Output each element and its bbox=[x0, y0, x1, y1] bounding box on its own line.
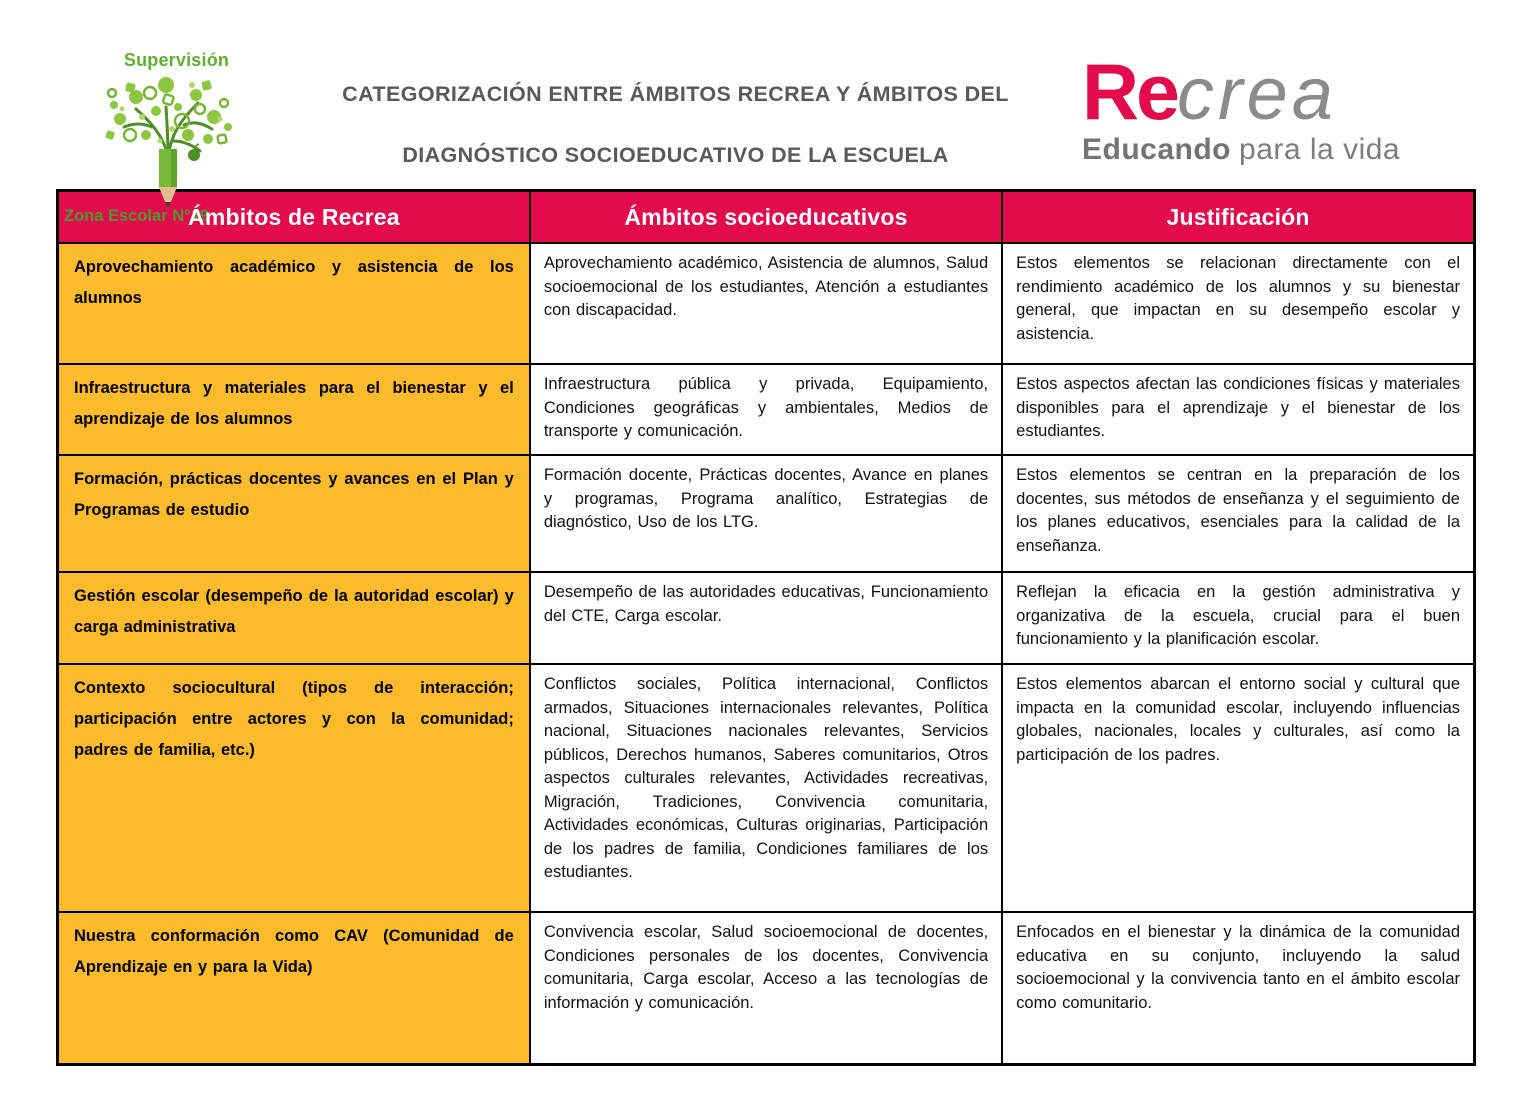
recrea-logo bbox=[1076, 30, 1502, 167]
cell-ambito-recrea: Contexto sociocultural (tipos de interacción; participación entre actores y con la comunidad; padres de familia, etc.) bbox=[58, 664, 530, 912]
cell-justificacion: Estos elementos se relacionan directamente con el rendimiento académico de los alumnos y su bienestar general, que impactan en su desempeño escolar y asistencia. bbox=[1002, 243, 1474, 364]
column-header-justificacion: Justificación bbox=[1002, 191, 1474, 244]
table-row bbox=[58, 664, 1475, 912]
logo-title: Supervisión bbox=[123, 50, 230, 70]
title-line-1: CATEGORIZACIÓN ENTRE ÁMBITOS RECREA Y ÁMBITOS DEL bbox=[342, 82, 1009, 106]
cell-ambitos-socioeducativos: Formación docente, Prácticas docentes, Avance en planes y programas, Programa analítico, Estrategias de diagnóstico, Uso de los LTG. bbox=[530, 455, 1002, 572]
column-header-ambitos-recrea: Ámbitos de Recrea bbox=[58, 191, 530, 244]
table-row bbox=[58, 243, 1475, 364]
zona-escolar-logo bbox=[60, 50, 275, 226]
cell-ambito-recrea: Gestión escolar (desempeño de la autoridad escolar) y carga administrativa bbox=[58, 572, 530, 664]
recrea-tagline-rest: para la vida bbox=[1239, 133, 1401, 166]
table-row bbox=[58, 364, 1475, 455]
cell-justificacion: Estos elementos se centran en la preparación de los docentes, sus métodos de enseñanza y el seguimiento de los planes educativos, esenciales para la calidad de la enseñanza. bbox=[1002, 455, 1474, 572]
recrea-wordmark-crea: crea bbox=[1177, 52, 1337, 135]
cell-justificacion: Estos aspectos afectan las condiciones físicas y materiales disponibles para el aprendizaje y el bienestar de los estudiantes. bbox=[1002, 364, 1474, 455]
cell-ambitos-socioeducativos: Convivencia escolar, Salud socioemocional de docentes, Condiciones personales de los docentes, Convivencia comunitaria, Carga escolar, Acceso a las tecnologías de información y comunicación. bbox=[530, 912, 1002, 1064]
cell-ambitos-socioeducativos: Aprovechamiento académico, Asistencia de alumnos, Salud socioemocional de los estudiantes, Atención a estudiantes con discapacidad. bbox=[530, 243, 1002, 364]
recrea-tagline-bold: Educando bbox=[1082, 133, 1232, 166]
cell-ambito-recrea: Formación, prácticas docentes y avances en el Plan y Programas de estudio bbox=[58, 455, 530, 572]
cell-justificacion: Enfocados en el bienestar y la dinámica de la comunidad educativa en su conjunto, incluyendo la salud socioemocional y la convivencia tanto en el ámbito escolar como comunitario. bbox=[1002, 912, 1474, 1064]
cell-ambito-recrea: Nuestra conformación como CAV (Comunidad de Aprendizaje en y para la Vida) bbox=[58, 912, 530, 1064]
cell-justificacion: Estos elementos abarcan el entorno social y cultural que impacta en la comunidad escolar, incluyendo influencias globales, nacionales, locales y culturales, así como la participación de los padres. bbox=[1002, 664, 1474, 912]
document-title bbox=[275, 30, 1076, 168]
recrea-wordmark bbox=[1082, 47, 1502, 136]
title-line-2: DIAGNÓSTICO SOCIOEDUCATIVO DE LA ESCUELA bbox=[402, 143, 949, 167]
cell-justificacion: Reflejan la eficacia en la gestión administrativa y organizativa de la escuela, crucial para el buen funcionamiento y la planificación escolar. bbox=[1002, 572, 1474, 664]
categorization-table bbox=[56, 189, 1476, 1066]
cell-ambitos-socioeducativos: Desempeño de las autoridades educativas, Funcionamiento del CTE, Carga escolar. bbox=[530, 572, 1002, 664]
table-row bbox=[58, 455, 1475, 572]
table-body bbox=[58, 243, 1475, 1064]
recrea-wordmark-re: Re bbox=[1082, 47, 1177, 136]
recrea-tagline bbox=[1082, 133, 1502, 167]
column-header-ambitos-socioeducativos: Ámbitos socioeducativos bbox=[530, 191, 1002, 244]
cell-ambitos-socioeducativos: Conflictos sociales, Política internacional, Conflictos armados, Situaciones internacionales relevantes, Política nacional, Situaciones nacionales relevantes, Servicios públicos, Derechos humanos, Saberes comunitarios, Otros aspectos culturales relevantes, Actividades recreativas, Migración, Tradiciones, Convivencia comunitaria, Actividades económicas, Culturas originarias, Participación de los padres de familia, Condiciones familiares de los estudiantes. bbox=[530, 664, 1002, 912]
pencil-tree-icon bbox=[78, 71, 258, 211]
logo-subtitle: Zona Escolar N°19 bbox=[64, 207, 210, 225]
cell-ambito-recrea: Aprovechamiento académico y asistencia de los alumnos bbox=[58, 243, 530, 364]
cell-ambitos-socioeducativos: Infraestructura pública y privada, Equipamiento, Condiciones geográficas y ambientales, Medios de transporte y comunicación. bbox=[530, 364, 1002, 455]
table-row bbox=[58, 572, 1475, 664]
cell-ambito-recrea: Infraestructura y materiales para el bienestar y el aprendizaje de los alumnos bbox=[58, 364, 530, 455]
table-row bbox=[58, 912, 1475, 1064]
